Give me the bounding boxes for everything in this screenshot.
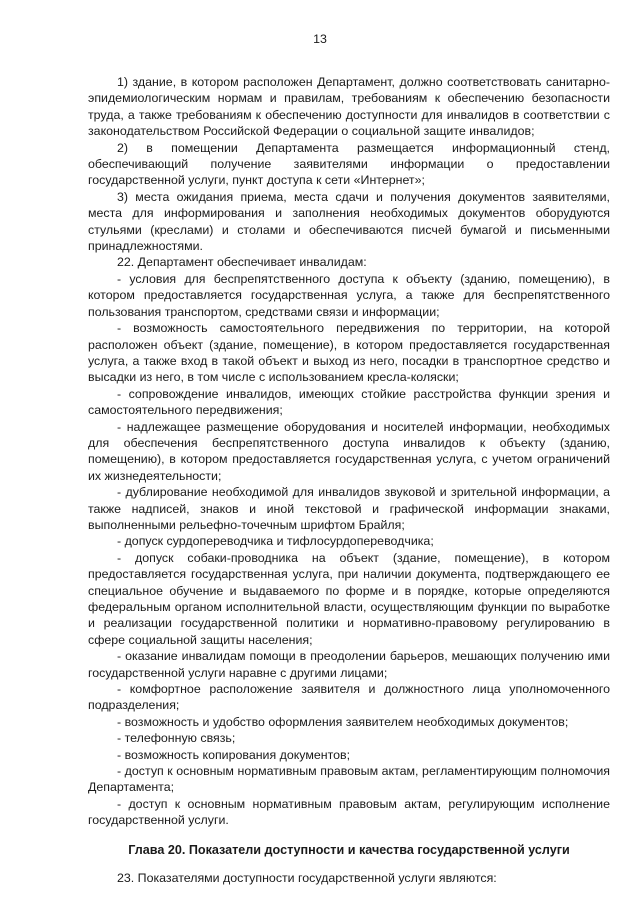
list-item: - надлежащее размещение оборудования и носителей информации, необходимых для обеспечения беспрепятственного доступа инвалидов к объекту (зданию, помещению), в котором предоставляется государственная услуга, с учетом ограничений их жизнедеятельности; <box>88 419 610 483</box>
list-item: - допуск сурдопереводчика и тифлосурдопереводчика; <box>117 534 434 549</box>
page-number: 13 <box>313 32 327 46</box>
list-item: - возможность и удобство оформления заявителем необходимых документов; <box>117 714 569 729</box>
list-item: - сопровождение инвалидов, имеющих стойкие расстройства функции зрения и самостоятельного передвижения; <box>88 386 610 418</box>
list-item: - дублирование необходимой для инвалидов звуковой и зрительной информации, а также надписей, знаков и иной текстовой и графической информации знаками, выполненными рельефно-точечным шрифтом Брайля; <box>88 485 610 532</box>
paragraph-23: 23. Показателями доступности государственной услуги являются: <box>117 871 497 886</box>
paragraph-3: 3) места ожидания приема, места сдачи и получения документов заявителями, места для информирования и заполнения необходимых документов оборудуются стульями (креслами) и столами и обеспечиваются писчей бумагой и письменными принадлежностями. <box>88 189 610 254</box>
document-body <box>88 74 610 887</box>
list-item: - доступ к основным нормативным правовым актам, регламентирующим полномочия Департамента; <box>88 764 610 795</box>
list-item: - возможность копирования документов; <box>117 747 351 762</box>
paragraph-22-intro: 22. Департамент обеспечивает инвалидам: <box>117 255 367 270</box>
list-item: - допуск собаки-проводника на объект (здание, помещение), в котором предоставляется государственная услуга, при наличии документа, подтверждающего ее специальное обучение и выдаваемого по форме и в порядке, которые определяются федеральным органом исполнительной власти, осуществляющим функции по выработке и реализации государственной политики и нормативно-правовому регулированию в сфере социальной защиты населения; <box>88 550 610 647</box>
paragraph-2: 2) в помещении Департамента размещается информационный стенд, обеспечивающий получение заявителями информации о предоставлении государственной услуги, пункт доступа к сети «Интернет»; <box>88 140 610 188</box>
list-item: - условия для беспрепятственного доступа к объекту (зданию, помещению), в котором предоставляется государственная услуга, а также для беспрепятственного пользования транспортом, средствами связи и информации; <box>88 271 610 319</box>
list-item: - телефонную связь; <box>117 731 236 746</box>
list-item: - доступ к основным нормативным правовым актам, регулирующим исполнение государственной услуги. <box>88 796 610 828</box>
paragraph-1: 1) здание, в котором расположен Департамент, должно соответствовать санитарно-эпидемиологическим нормам и правилам, требованиям к обеспечению безопасности труда, а также требованиям к обеспечению доступности для инвалидов в соответствии с законодательством Российской Федерации о социальной защите инвалидов; <box>88 75 610 139</box>
list-item: - комфортное расположение заявителя и должностного лица уполномоченного подразделения; <box>88 682 610 713</box>
chapter-heading: Глава 20. Показатели доступности и качества государственной услуги <box>128 842 570 857</box>
list-item: - возможность самостоятельного передвижения по территории, на которой расположен объект (здание, помещение), в котором предоставляется государственная услуга, а также вход в такой объект и выход из него, посадки в транспортное средство и высадки из него, в том числе с использованием кресла-коляски; <box>88 321 610 385</box>
list-item: - оказание инвалидам помощи в преодолении барьеров, мешающих получению ими государственной услуги наравне с другими лицами; <box>88 649 610 680</box>
